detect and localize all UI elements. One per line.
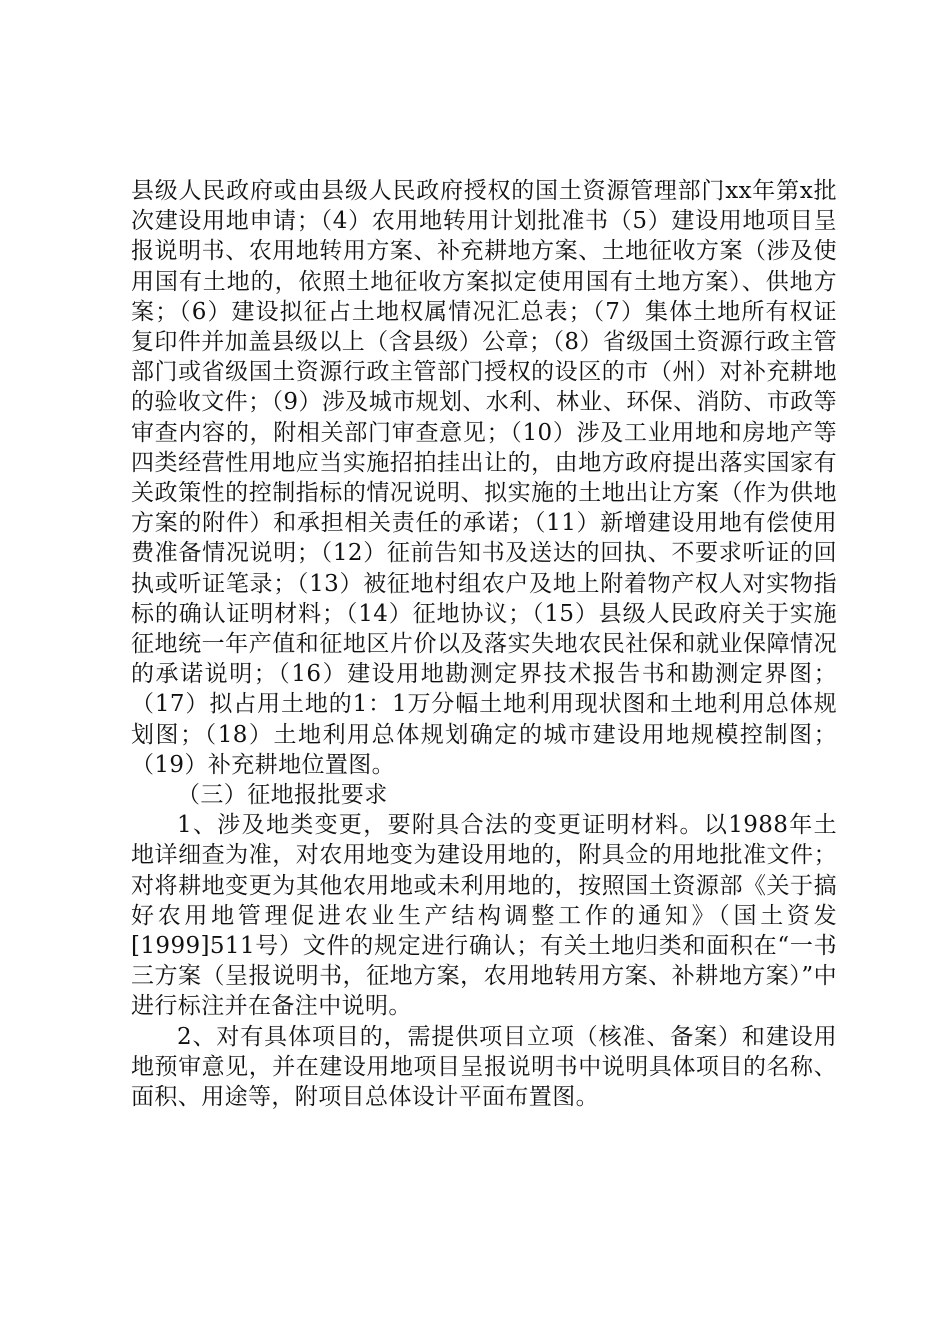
list-paragraph: 县级人民政府或由县级人民政府授权的国土资源管理部门xx年第x批次建设用地申请；（4）农用地转用计划批准书（5）建设用地项目呈报说明书、农用地转用方案、补充耕地方案、土地征收方案（涉及使用国有土地的，依照土地征收方案拟定使用国有土地方案）、供地方案；（6）建设拟征占土地权属情况汇总表；（7）集体土地所有权证复印件并加盖县级以上（含县级）公章；（8）省级国土资源行政主管部门或省级国土资源行政主管部门授权的设区的市（州）对补充耕地的验收文件；（9）涉及城市规划、水利、林业、环保、消防、市政等审查内容的，附相关部门审查意见；（10）涉及工业用地和房地产等四类经营性用地应当实施招拍挂出让的，由地方政府提出落实国家有关政策性的控制指标的情况说明、拟实施的土地出让方案（作为供地方案的附件）和承担相关责任的承诺；（11）新增建设用地有偿使用费准备情况说明；（12）征前告知书及送达的回执、不要求听证的回执或听证笔录；（13）被征地村组农户及地上附着物产权人对实物指标的确认证明材料；（14）征地协议；（15）县级人民政府关于实施征地统一年产值和征地区片价以及落实失地农民社保和就业保障情况的承诺说明；（16）建设用地勘测定界技术报告书和勘测定界图；（17）拟占用土地的1：1万分幅土地利用现状图和土地利用总体规划图；（18）土地利用总体规划确定的城市建设用地规模控制图；（19）补充耕地位置图。	[131, 178, 837, 778]
section-heading: （三）征地报批要求	[177, 782, 388, 809]
document-body	[131, 176, 837, 1112]
requirement-item-1: 1、涉及地类变更，要附具合法的变更证明材料。以1988年土地详细查为准，对农用地变为建设用地的，附具佥的用地批准文件；对将耕地变更为其他农用地或未利用地的，按照国土资源部《关于搞好农用地管理促进农业生产结构调整工作的通知》（国土资发[1999]511号）文件的规定进行确认；有关土地归类和面积在“一书三方案（呈报说明书，征地方案，农用地转用方案、补耕地方案）”中进行标注并在备注中说明。	[131, 812, 837, 1020]
requirement-item-2: 2、对有具体项目的，需提供项目立项（核准、备案）和建设用地预审意见，并在建设用地项目呈报说明书中说明具体项目的名称、面积、用途等，附项目总体设计平面布置图。	[131, 1023, 837, 1111]
